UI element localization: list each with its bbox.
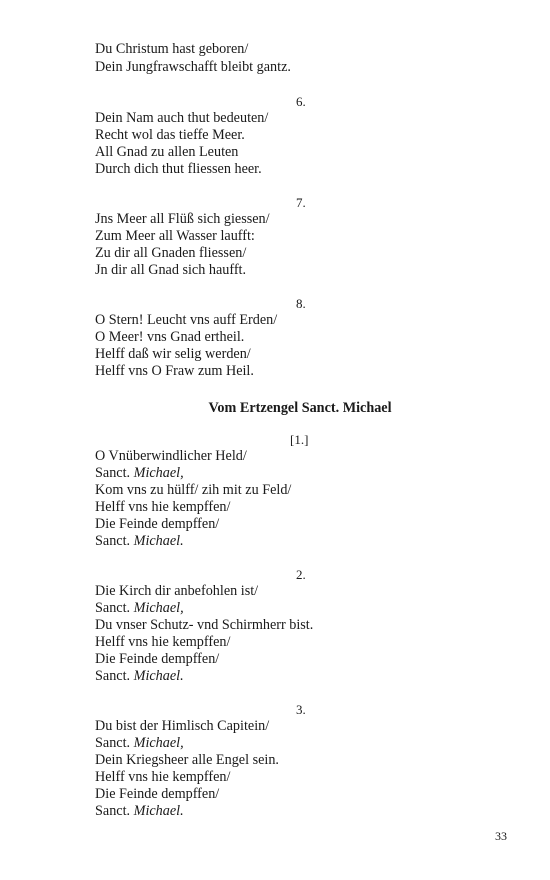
- sanct-prefix: Sanct.: [95, 533, 134, 549]
- verse-line: Helff daß wir selig werden/: [95, 346, 251, 362]
- verse-line: [95, 533, 184, 550]
- stanza-number: 6.: [296, 94, 306, 109]
- verse-line: [95, 600, 184, 617]
- section-title: Vom Ertzengel Sanct. Michael: [208, 400, 392, 416]
- stanza-number: [1.]: [290, 432, 309, 447]
- sanct-prefix: Sanct.: [95, 803, 134, 819]
- michael-name: Michael,: [133, 735, 184, 751]
- verse-line: Zu dir all Gnaden fliessen/: [95, 245, 247, 261]
- verse-line: Zum Meer all Wasser laufft:: [95, 228, 255, 244]
- sanct-prefix: Sanct.: [95, 668, 134, 684]
- verse-line: Helff vns hie kempffen/: [95, 769, 231, 785]
- verse-line: Helff vns O Fraw zum Heil.: [95, 363, 254, 379]
- verse-line: Jns Meer all Flüß sich giessen/: [95, 211, 270, 227]
- verse-line: O Meer! vns Gnad ertheil.: [95, 329, 245, 345]
- verse-line: [95, 735, 184, 752]
- verse-line: Jn dir all Gnad sich haufft.: [95, 262, 247, 278]
- michael-name: Michael,: [133, 465, 184, 481]
- verse-line: Dein Kriegsheer alle Engel sein.: [95, 752, 279, 768]
- stanza-number: 8.: [296, 296, 306, 311]
- verse-line: Kom vns zu hülff/ zih mit zu Feld/: [95, 482, 292, 498]
- verse-line: Du bist der Himlisch Capitein/: [95, 718, 270, 734]
- verse-line: [95, 465, 184, 482]
- verse-line: Durch dich thut fliessen heer.: [95, 161, 262, 177]
- verse-line: Die Feinde dempffen/: [95, 651, 220, 667]
- verse-line: O Stern! Leucht vns auff Erden/: [95, 312, 278, 328]
- verse-line: All Gnad zu allen Leuten: [95, 144, 239, 160]
- verse-line: [95, 803, 184, 820]
- sanct-prefix: Sanct.: [95, 465, 134, 481]
- verse-line: O Vnüberwindlicher Held/: [95, 448, 247, 464]
- stanza-number: 7.: [296, 195, 306, 210]
- verse-line: [95, 668, 184, 685]
- sanct-prefix: Sanct.: [95, 735, 134, 751]
- sanct-prefix: Sanct.: [95, 600, 134, 616]
- stanza-number: 2.: [296, 567, 306, 582]
- page-number: 33: [495, 829, 507, 843]
- verse-line: Die Feinde dempffen/: [95, 786, 220, 802]
- michael-name: Michael.: [133, 668, 184, 684]
- stanza-number: 3.: [296, 702, 306, 717]
- verse-line: Die Kirch dir anbefohlen ist/: [95, 583, 259, 599]
- verse-line: Dein Jungfrawschafft bleibt gantz.: [95, 59, 291, 75]
- verse-line: Helff vns hie kempffen/: [95, 634, 231, 650]
- verse-line: Die Feinde dempffen/: [95, 516, 220, 532]
- verse-line: Du vnser Schutz- vnd Schirmherr bist.: [95, 617, 314, 633]
- verse-line: Du Christum hast geboren/: [95, 41, 249, 57]
- michael-name: Michael.: [133, 533, 184, 549]
- verse-line: Recht wol das tieffe Meer.: [95, 127, 245, 143]
- michael-name: Michael.: [133, 803, 184, 819]
- verse-line: Helff vns hie kempffen/: [95, 499, 231, 515]
- verse-line: Dein Nam auch thut bedeuten/: [95, 110, 269, 126]
- michael-name: Michael,: [133, 600, 184, 616]
